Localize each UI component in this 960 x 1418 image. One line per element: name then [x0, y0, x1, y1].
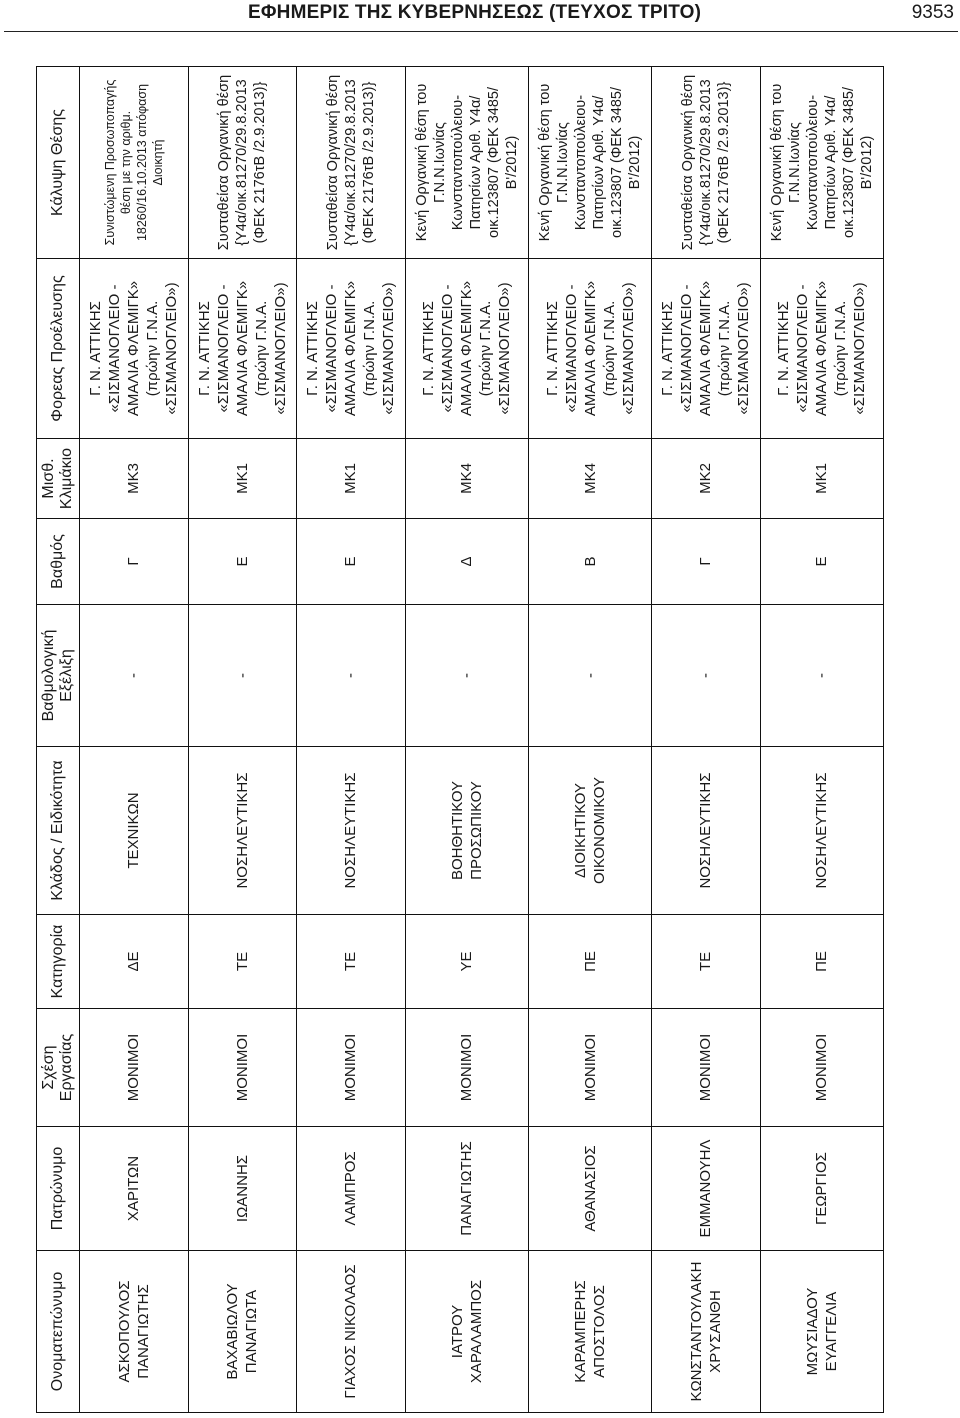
cell-patronymic: ΧΑΡΙΤΩΝ [80, 1127, 189, 1251]
cell-relation: ΜΟΝΙΜΟΙ [80, 1009, 189, 1127]
cell-scale: ΜΚ4 [528, 439, 651, 519]
cell-origin: Γ. Ν. ΑΤΤΙΚΗΣ «ΣΙΣΜΑΝΟΓΛΕΙΟ - ΑΜΑΛΙΑ ΦΛΕΜΙΓΚ» (πρώην Γ.Ν.Α. «ΣΙΣΜΑΝΟΓΛΕΙΟ») [760, 259, 883, 439]
table-row [760, 67, 883, 1413]
cell-name: ΒΑΧΑΒΙΩΛΟΥ ΠΑΝΑΓΙΩΤΑ [188, 1251, 297, 1413]
cell-name: ΙΑΤΡΟΥ ΧΑΡΑΛΑΜΠΟΣ [405, 1251, 528, 1413]
col-header: Πατρώνυμο [37, 1127, 80, 1251]
cell-grade: Ε [297, 519, 406, 605]
cell-scale: ΜΚ3 [80, 439, 189, 519]
cell-branch: ΤΕΧΝΙΚΩΝ [80, 747, 189, 915]
gazette-title: ΕΦΗΜΕΡΙΣ ΤΗΣ ΚΥΒΕΡΝΗΣΕΩΣ (ΤΕΥΧΟΣ ΤΡΙΤΟ) [248, 2, 702, 23]
table-row [80, 67, 189, 1413]
cell-relation: ΜΟΝΙΜΟΙ [297, 1009, 406, 1127]
page-header [0, 0, 960, 40]
cell-origin: Γ. Ν. ΑΤΤΙΚΗΣ «ΣΙΣΜΑΝΟΓΛΕΙΟ - ΑΜΑΛΙΑ ΦΛΕΜΙΓΚ» (πρώην Γ.Ν.Α. «ΣΙΣΜΑΝΟΓΛΕΙΟ») [80, 259, 189, 439]
cell-evolution: - [188, 605, 297, 747]
cell-coverage: Συσταθείσα Οργανική θέση {Υ4α/οικ.81270/29.8.2013 (ΦΕΚ 2176τΒ /2.9.2013)} [297, 67, 406, 259]
cell-scale: ΜΚ2 [652, 439, 761, 519]
cell-name: ΑΣΚΟΠΟΥΛΟΣ ΠΑΝΑΓΙΩΤΗΣ [80, 1251, 189, 1413]
cell-evolution: - [652, 605, 761, 747]
cell-patronymic: ΕΜΜΑΝΟΥΗΛ [652, 1127, 761, 1251]
cell-branch: ΔΙΟΙΚΗΤΙΚΟΥ ΟΙΚΟΝΟΜΙΚΟΥ [528, 747, 651, 915]
cell-name: ΓΙΑΧΟΣ ΝΙΚΟΛΑΟΣ [297, 1251, 406, 1413]
cell-relation: ΜΟΝΙΜΟΙ [652, 1009, 761, 1127]
page-number: 9353 [911, 2, 954, 23]
staff-table [36, 66, 884, 1413]
cell-scale: ΜΚ1 [188, 439, 297, 519]
table-row [652, 67, 761, 1413]
cell-origin: Γ. Ν. ΑΤΤΙΚΗΣ «ΣΙΣΜΑΝΟΓΛΕΙΟ - ΑΜΑΛΙΑ ΦΛΕΜΙΓΚ» (πρώην Γ.Ν.Α. «ΣΙΣΜΑΝΟΓΛΕΙΟ») [297, 259, 406, 439]
col-header: Κάλυψη Θέσης [37, 67, 80, 259]
cell-origin: Γ. Ν. ΑΤΤΙΚΗΣ «ΣΙΣΜΑΝΟΓΛΕΙΟ - ΑΜΑΛΙΑ ΦΛΕΜΙΓΚ» (πρώην Γ.Ν.Α. «ΣΙΣΜΑΝΟΓΛΕΙΟ») [188, 259, 297, 439]
col-header: Μισθ. Κλιμάκιο [37, 439, 80, 519]
cell-grade: Γ [652, 519, 761, 605]
col-header: Φορεας Προέλευσης [37, 259, 80, 439]
cell-evolution: - [80, 605, 189, 747]
cell-category: ΤΕ [297, 915, 406, 1009]
cell-coverage: Κενή Οργανική θέση του Γ.Ν.Ν.Ιωνίας Κωνσταντοπούλειου-Πατησίων Αριθ. Υ4α/οικ.123807 (ΦΕΚ 3485/Β'/2012) [405, 67, 528, 259]
cell-relation: ΜΟΝΙΜΟΙ [405, 1009, 528, 1127]
cell-branch: ΝΟΣΗΛΕΥΤΙΚΗΣ [652, 747, 761, 915]
cell-coverage: Συσταθείσα Οργανική θέση {Υ4α/οικ.81270/29.8.2013 (ΦΕΚ 2176τΒ /2.9.2013)} [652, 67, 761, 259]
cell-coverage: Συνιστώμενη Προσωποπαγής θέση με την αριθμ. 18260/16.10.2013 απόφαση Διοικητή [80, 67, 189, 259]
cell-category: ΤΕ [188, 915, 297, 1009]
cell-patronymic: ΑΘΑΝΑΣΙΟΣ [528, 1127, 651, 1251]
cell-category: ΥΕ [405, 915, 528, 1009]
cell-name: ΜΩΥΣΙΑΔΟΥ ΕΥΑΓΓΕΛΙΑ [760, 1251, 883, 1413]
cell-relation: ΜΟΝΙΜΟΙ [760, 1009, 883, 1127]
cell-scale: ΜΚ1 [760, 439, 883, 519]
cell-origin: Γ. Ν. ΑΤΤΙΚΗΣ «ΣΙΣΜΑΝΟΓΛΕΙΟ - ΑΜΑΛΙΑ ΦΛΕΜΙΓΚ» (πρώην Γ.Ν.Α. «ΣΙΣΜΑΝΟΓΛΕΙΟ») [405, 259, 528, 439]
cell-grade: Γ [80, 519, 189, 605]
table-header-row [37, 67, 80, 1413]
cell-patronymic: ΠΑΝΑΓΙΩΤΗΣ [405, 1127, 528, 1251]
cell-branch: ΝΟΣΗΛΕΥΤΙΚΗΣ [188, 747, 297, 915]
cell-branch: ΝΟΣΗΛΕΥΤΙΚΗΣ [297, 747, 406, 915]
table-row [297, 67, 406, 1413]
cell-scale: ΜΚ4 [405, 439, 528, 519]
cell-name: ΚΑΡΑΜΠΕΡΗΣ ΑΠΟΣΤΟΛΟΣ [528, 1251, 651, 1413]
cell-branch: ΝΟΣΗΛΕΥΤΙΚΗΣ [760, 747, 883, 915]
cell-coverage: Κενή Οργανική θέση του Γ.Ν.Ν.Ιωνίας Κωνσταντοπούλειου-Πατησίων Αριθ. Υ4α/οικ.123807 (ΦΕΚ 3485/Β'/2012) [528, 67, 651, 259]
table-area [36, 67, 884, 1413]
header-rule [4, 31, 958, 32]
col-header: Κλάδος / Ειδικότητα [37, 747, 80, 915]
cell-name: ΚΩΝΣΤΑΝΤΟΥΛΑΚΗ ΧΡΥΣΑΝΘΗ [652, 1251, 761, 1413]
cell-coverage: Συσταθείσα Οργανική θέση {Υ4α/οικ.81270/29.8.2013 (ΦΕΚ 2176τΒ /2.9.2013)} [188, 67, 297, 259]
cell-evolution: - [297, 605, 406, 747]
cell-coverage: Κενή Οργανική θέση του Γ.Ν.Ν.Ιωνίας Κωνσταντοπούλειου-Πατησίων Αριθ. Υ4α/οικ.123807 (ΦΕΚ 3485/Β'/2012) [760, 67, 883, 259]
col-header: Κατηγορία [37, 915, 80, 1009]
table-row [188, 67, 297, 1413]
cell-patronymic: ΓΕΩΡΓΙΟΣ [760, 1127, 883, 1251]
col-header: Βαθμολογική Εξέλιξη [37, 605, 80, 747]
col-header: Ονοματεπώνυμο [37, 1251, 80, 1413]
cell-patronymic: ΙΩΑΝΝΗΣ [188, 1127, 297, 1251]
cell-grade: Β [528, 519, 651, 605]
rotated-table-wrapper [36, 67, 884, 1413]
cell-category: ΠΕ [760, 915, 883, 1009]
cell-grade: Ε [188, 519, 297, 605]
cell-category: ΔΕ [80, 915, 189, 1009]
cell-category: ΠΕ [528, 915, 651, 1009]
col-header: Σχέση Εργασίας [37, 1009, 80, 1127]
cell-scale: ΜΚ1 [297, 439, 406, 519]
cell-evolution: - [405, 605, 528, 747]
cell-grade: Δ [405, 519, 528, 605]
cell-origin: Γ. Ν. ΑΤΤΙΚΗΣ «ΣΙΣΜΑΝΟΓΛΕΙΟ - ΑΜΑΛΙΑ ΦΛΕΜΙΓΚ» (πρώην Γ.Ν.Α. «ΣΙΣΜΑΝΟΓΛΕΙΟ») [652, 259, 761, 439]
cell-evolution: - [528, 605, 651, 747]
cell-patronymic: ΛΑΜΠΡΟΣ [297, 1127, 406, 1251]
cell-category: ΤΕ [652, 915, 761, 1009]
cell-origin: Γ. Ν. ΑΤΤΙΚΗΣ «ΣΙΣΜΑΝΟΓΛΕΙΟ - ΑΜΑΛΙΑ ΦΛΕΜΙΓΚ» (πρώην Γ.Ν.Α. «ΣΙΣΜΑΝΟΓΛΕΙΟ») [528, 259, 651, 439]
table-row [528, 67, 651, 1413]
cell-relation: ΜΟΝΙΜΟΙ [188, 1009, 297, 1127]
table-row [405, 67, 528, 1413]
cell-evolution: - [760, 605, 883, 747]
cell-branch: ΒΟΗΘΗΤΙΚΟΥ ΠΡΟΣΩΠΙΚΟΥ [405, 747, 528, 915]
cell-grade: Ε [760, 519, 883, 605]
cell-relation: ΜΟΝΙΜΟΙ [528, 1009, 651, 1127]
col-header: Βαθμός [37, 519, 80, 605]
